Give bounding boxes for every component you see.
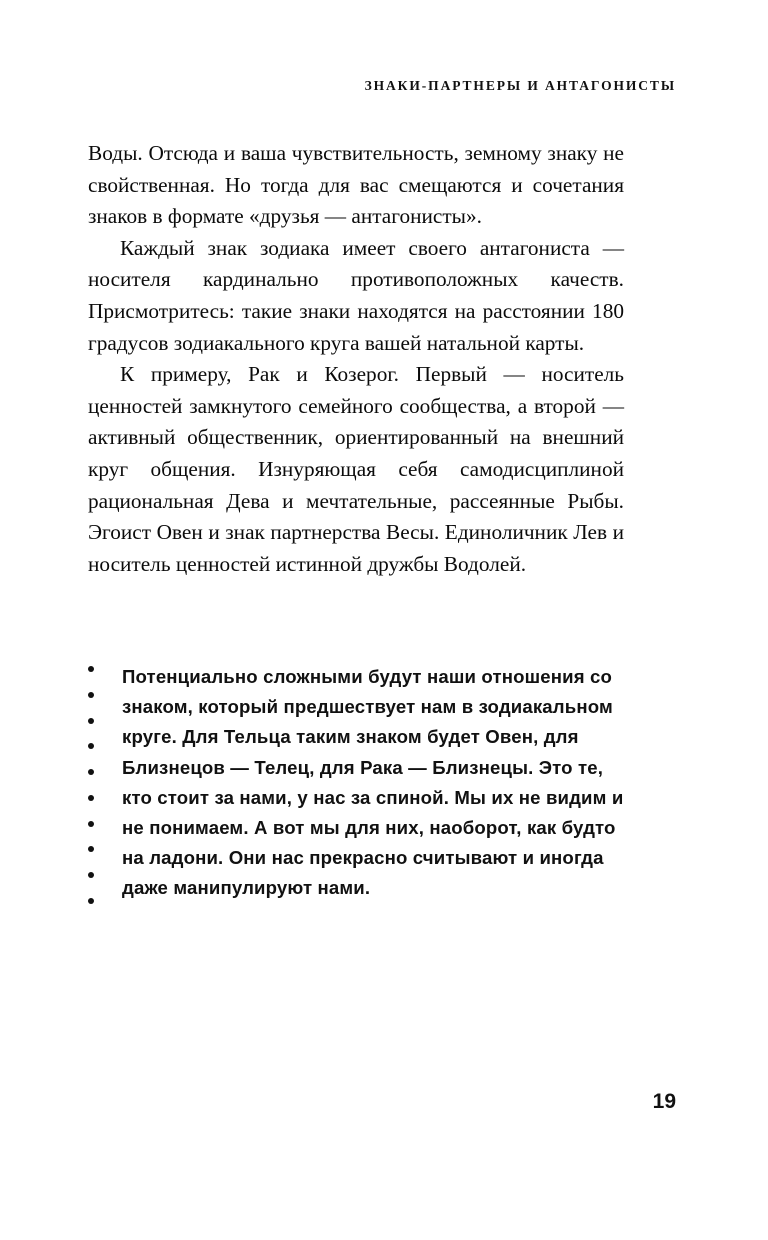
callout-box xyxy=(88,662,628,904)
dot-icon xyxy=(88,846,94,852)
page-number: 19 xyxy=(652,1090,676,1113)
body-text xyxy=(88,138,624,580)
paragraph: К примеру, Рак и Козерог. Первый — носитель ценностей замкнутого семейного сообщества, а второй — активный общественник, ориентированный на внешний круг общения. Изнуряющая себя самодисциплиной рациональная Дева и мечтательные, рассеянные Рыбы. Эгоист Овен и знак партнерства Весы. Единоличник Лев и носитель ценностей истинной дружбы Водолей. xyxy=(88,362,624,576)
dot-icon xyxy=(88,872,94,878)
dot-icon xyxy=(88,666,94,672)
paragraph: Каждый знак зодиака имеет своего антагониста — носителя кардинально противоположных качеств. Присмотритесь: такие знаки находятся на расстоянии 180 градусов зодиакального круга вашей натальной карты. xyxy=(88,235,624,355)
paragraph: Воды. Отсюда и ваша чувствительность, земному знаку не свойственная. Но тогда для вас смещаются и сочетания знаков в формате «друзья — антагонисты». xyxy=(88,141,624,229)
dot-icon xyxy=(88,769,94,775)
callout-paragraph: Потенциально сложными будут наши отношения со знаком, который предшествует нам в зодиакальном круге. Для Тельца таким знаком будет Овен, для Близнецов — Телец, для Рака — Близнецы. Это те, кто стоит за нами, у нас за спиной. Мы их не видим и не понимаем. А вот мы для них, наоборот, как будто на ладони. Они нас прекрасно считывают и иногда даже манипулируют нами. xyxy=(122,666,624,899)
dot-icon xyxy=(88,821,94,827)
dot-icon xyxy=(88,795,94,801)
callout-text xyxy=(104,662,628,904)
dotted-rule-decoration xyxy=(88,666,104,904)
running-head: ЗНАКИ-ПАРТНЕРЫ И АНТАГОНИСТЫ xyxy=(364,78,676,93)
dot-icon xyxy=(88,718,94,724)
dot-icon xyxy=(88,692,94,698)
dot-icon xyxy=(88,743,94,749)
dot-icon xyxy=(88,898,94,904)
